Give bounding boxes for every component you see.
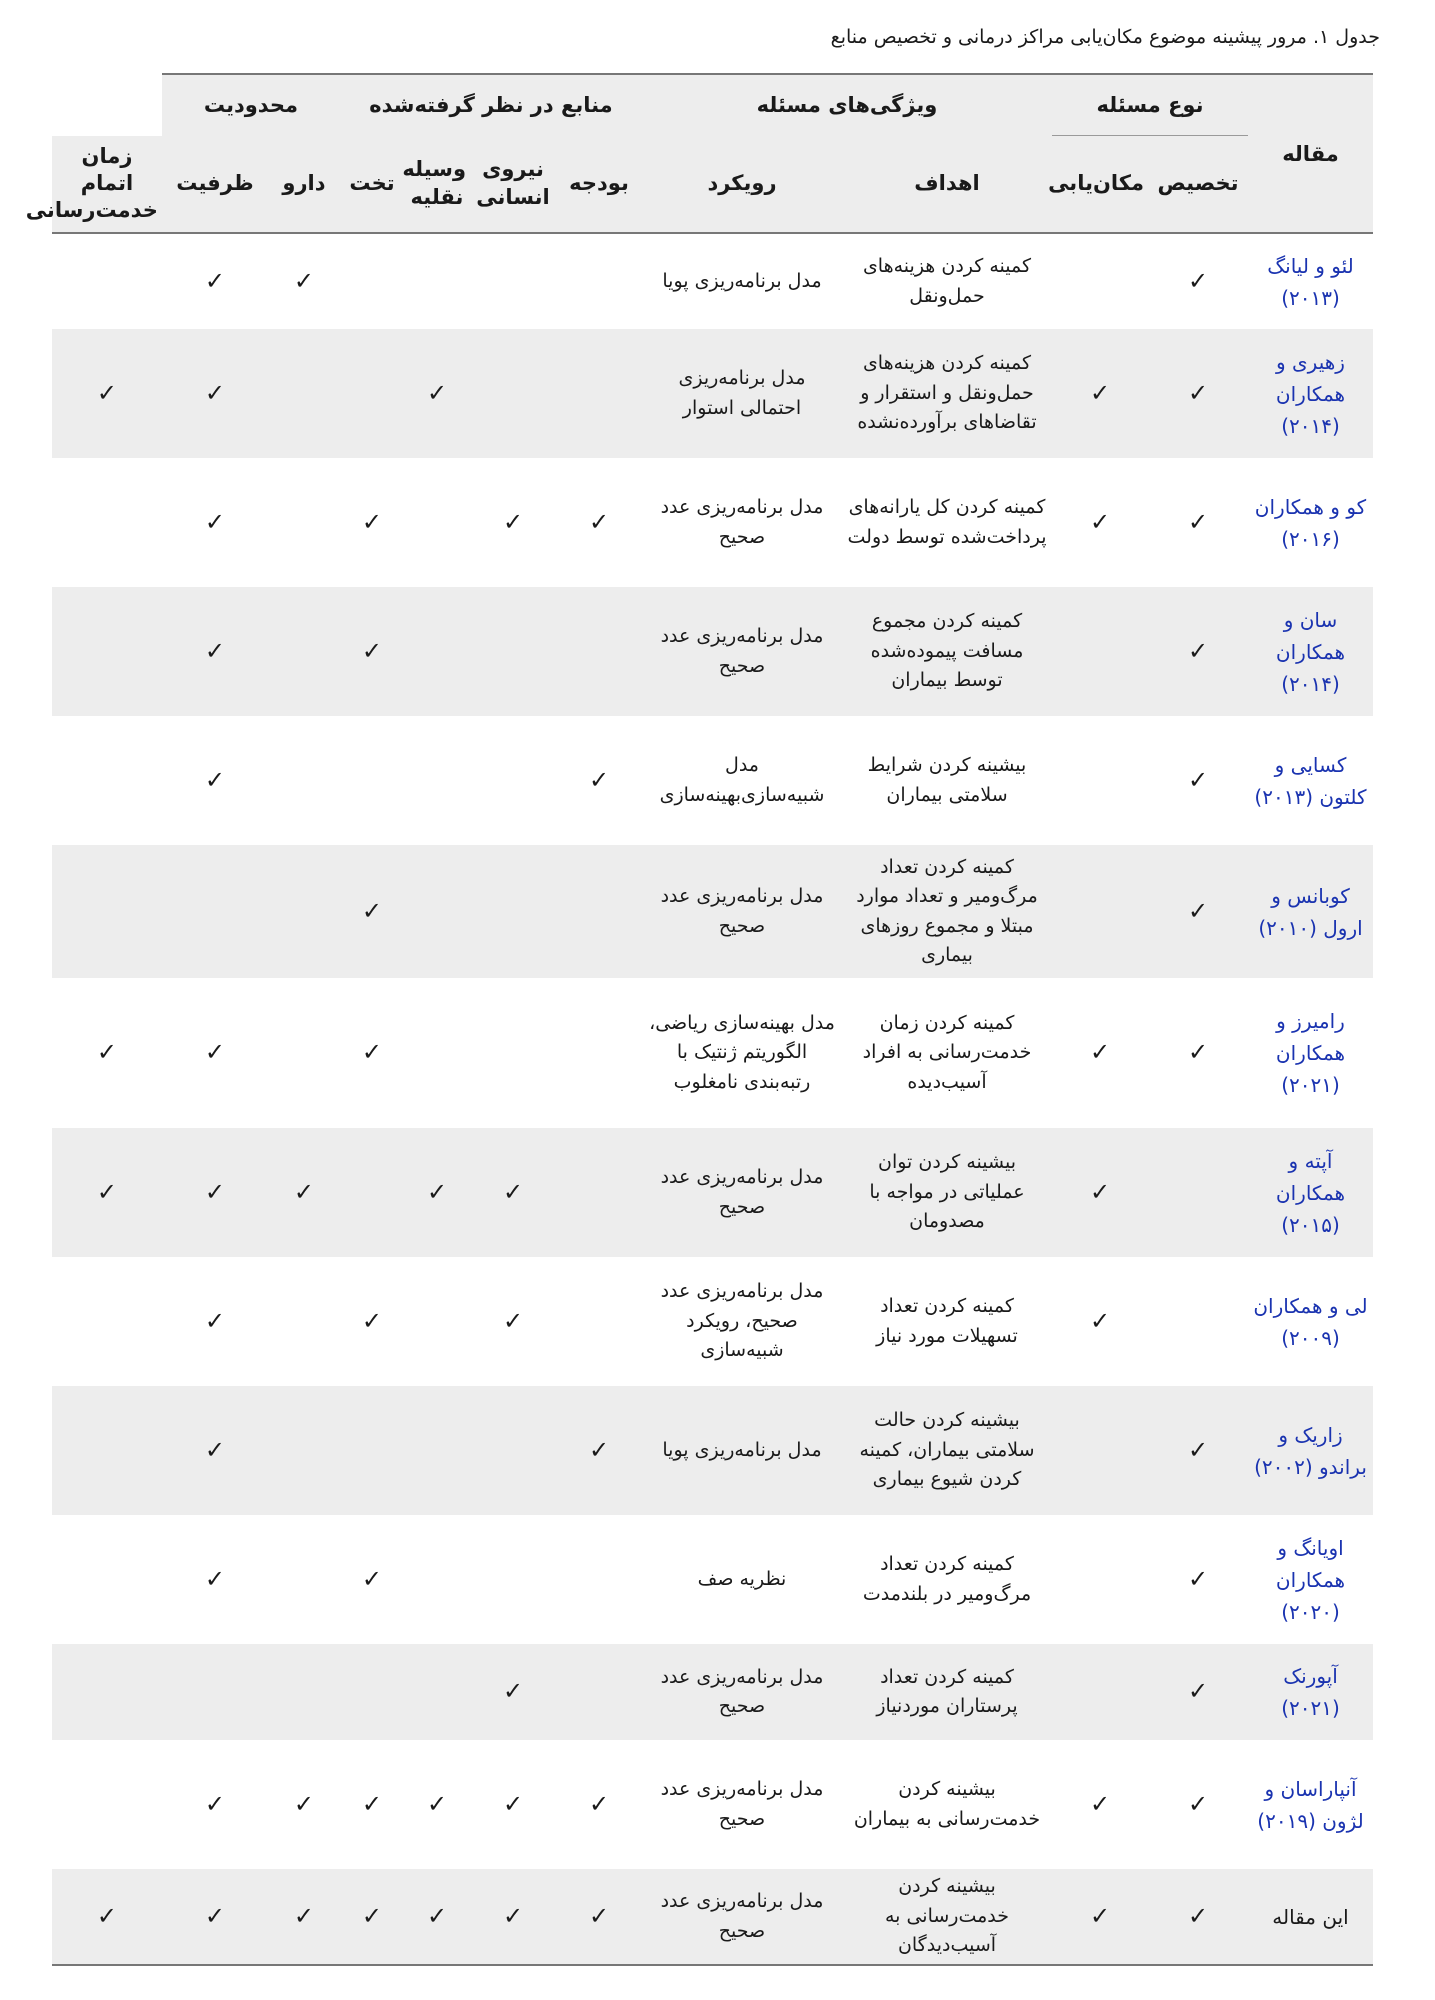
check-icon: ✓ — [204, 1789, 225, 1818]
service-time-cell — [52, 1740, 162, 1869]
service-time-cell — [52, 587, 162, 716]
location-cell — [1052, 1128, 1148, 1257]
article-citation-link[interactable]: زهیری و همکاران (۲۰۱۴) — [1248, 329, 1373, 458]
location-cell — [1052, 1257, 1148, 1386]
table-row — [52, 329, 1373, 458]
vehicle-cell — [404, 1869, 470, 1965]
check-icon: ✓ — [1089, 1177, 1111, 1206]
header-approach: رویکرد — [642, 136, 842, 234]
check-icon: ✓ — [588, 1435, 610, 1464]
article-citation-link[interactable]: اویانگ و همکاران (۲۰۲۰) — [1275, 1535, 1346, 1624]
service-time-cell — [52, 1644, 162, 1740]
capacity-cell — [162, 1740, 268, 1869]
check-icon: ✓ — [204, 1038, 225, 1067]
header-bed: تخت — [340, 136, 404, 234]
budget-cell — [556, 1386, 642, 1515]
check-icon: ✓ — [1187, 1677, 1209, 1706]
check-icon: ✓ — [96, 1038, 118, 1067]
article-citation-link[interactable]: کسایی و کلتون (۲۰۱۳) — [1254, 752, 1367, 809]
check-icon: ✓ — [1187, 1038, 1209, 1067]
drug-cell — [268, 1869, 340, 1965]
table-row — [52, 1740, 1373, 1869]
header-service-time: زمان اتمام خدمت‌رسانی — [52, 136, 162, 234]
check-icon: ✓ — [1187, 765, 1209, 794]
budget-cell — [556, 1515, 642, 1644]
check-icon: ✓ — [1089, 378, 1111, 407]
article-citation-link[interactable]: لی و همکاران (۲۰۰۹) — [1253, 1293, 1368, 1350]
check-icon: ✓ — [1187, 1435, 1209, 1464]
vehicle-cell — [404, 1515, 470, 1644]
approach-cell: مدل برنامه‌ریزی عدد صحیح — [642, 845, 842, 978]
table-row — [52, 233, 1373, 329]
manpower-cell — [470, 1386, 556, 1515]
table-row — [52, 1257, 1373, 1386]
table-row — [52, 458, 1373, 587]
bed-cell — [340, 1740, 404, 1869]
objective-cell: بیشینه کردن خدمت‌رسانی به بیماران — [853, 1778, 1041, 1830]
header-constraints: محدودیت — [162, 74, 340, 136]
header-problem-type: نوع مسئله — [1052, 74, 1248, 136]
allocation-cell — [1148, 329, 1248, 458]
approach-cell: مدل برنامه‌ریزی عدد صحیح — [642, 1644, 842, 1740]
article-citation-link[interactable]: لئو و لیانگ (۲۰۱۳) — [1267, 253, 1354, 310]
capacity-cell — [162, 1257, 268, 1386]
approach-cell: مدل برنامه‌ریزی عدد صحیح، رویکرد شبیه‌سازی — [660, 1280, 824, 1362]
vehicle-cell — [404, 1128, 470, 1257]
bed-cell — [340, 978, 404, 1128]
budget-cell — [556, 1740, 642, 1869]
approach-cell: مدل شبیه‌سازی‌بهینه‌سازی — [659, 754, 825, 806]
drug-cell — [268, 1740, 340, 1869]
objective-cell: کمینه کردن زمان خدمت‌رسانی به افراد آسیب‌دیده — [862, 1011, 1032, 1093]
manpower-cell — [470, 845, 556, 978]
header-resources: منابع در نظر گرفته‌شده — [340, 74, 642, 136]
check-icon: ✓ — [426, 378, 448, 407]
check-icon: ✓ — [204, 636, 225, 665]
header-vehicle: وسیله نقلیه — [404, 136, 470, 234]
budget-cell — [556, 978, 642, 1128]
check-icon: ✓ — [1187, 507, 1209, 536]
header-objectives: اهداف — [842, 136, 1052, 234]
article-citation-link[interactable]: آپته و همکاران (۲۰۱۵) — [1248, 1128, 1373, 1257]
service-time-cell — [52, 978, 162, 1128]
check-icon: ✓ — [293, 1901, 314, 1930]
allocation-cell — [1148, 1644, 1248, 1740]
check-icon: ✓ — [588, 765, 610, 794]
check-icon: ✓ — [502, 1306, 524, 1335]
service-time-cell — [52, 845, 162, 978]
capacity-cell — [162, 587, 268, 716]
article-citation-link[interactable]: زاریک و براندو (۲۰۰۲) — [1248, 1386, 1373, 1515]
article-citation-link[interactable]: آپورنک (۲۰۲۱) — [1248, 1644, 1373, 1740]
service-time-cell — [52, 233, 162, 329]
vehicle-cell — [404, 233, 470, 329]
table-body — [52, 233, 1373, 1965]
drug-cell — [268, 1515, 340, 1644]
objective-cell: کمینه کردن کل یارانه‌های پرداخت‌شده توسط دولت — [847, 496, 1047, 548]
objective-cell: کمینه کردن هزینه‌های حمل‌ونقل — [862, 255, 1032, 307]
vehicle-cell — [404, 1386, 470, 1515]
check-icon: ✓ — [361, 1901, 383, 1930]
allocation-cell — [1148, 458, 1248, 587]
check-icon: ✓ — [1187, 896, 1209, 925]
vehicle-cell — [404, 458, 470, 587]
header-location: مکان‌یابی — [1052, 136, 1148, 234]
capacity-cell — [162, 233, 268, 329]
article-citation-link[interactable]: کو و همکاران (۲۰۱۶) — [1254, 494, 1367, 551]
service-time-cell — [52, 1869, 162, 1965]
check-icon: ✓ — [361, 1038, 383, 1067]
header-article: مقاله — [1248, 74, 1373, 233]
check-icon: ✓ — [502, 1901, 524, 1930]
check-icon: ✓ — [502, 1677, 524, 1706]
literature-review-table — [25, 73, 1373, 1966]
budget-cell — [556, 1644, 642, 1740]
location-cell — [1052, 587, 1148, 716]
article-citation-link[interactable]: رامیرز و همکاران (۲۰۲۱) — [1275, 1009, 1346, 1097]
bed-cell — [340, 1128, 404, 1257]
budget-cell — [556, 1869, 642, 1965]
objective-cell: بیشینه کردن شرایط سلامتی بیماران — [867, 754, 1027, 806]
vehicle-cell — [404, 716, 470, 845]
location-cell — [1052, 978, 1148, 1128]
check-icon: ✓ — [588, 507, 610, 536]
budget-cell — [556, 458, 642, 587]
drug-cell — [268, 845, 340, 978]
allocation-cell — [1148, 233, 1248, 329]
table-row — [52, 716, 1373, 845]
check-icon: ✓ — [361, 636, 383, 665]
budget-cell — [556, 716, 642, 845]
service-time-cell — [52, 1257, 162, 1386]
vehicle-cell — [404, 1257, 470, 1386]
check-icon: ✓ — [96, 1901, 118, 1930]
check-icon: ✓ — [1187, 378, 1209, 407]
capacity-cell — [162, 845, 268, 978]
check-icon: ✓ — [96, 1177, 118, 1206]
bed-cell — [340, 845, 404, 978]
location-cell — [1052, 233, 1148, 329]
article-citation-link[interactable]: سان و همکاران (۲۰۱۴) — [1248, 587, 1373, 716]
table-row — [52, 1386, 1373, 1515]
check-icon: ✓ — [361, 1789, 383, 1818]
vehicle-cell — [404, 587, 470, 716]
check-icon: ✓ — [204, 1435, 225, 1464]
location-cell — [1052, 329, 1148, 458]
vehicle-cell — [404, 978, 470, 1128]
objective-cell: کمینه کردن تعداد پرستاران موردنیاز — [842, 1644, 1052, 1740]
check-icon: ✓ — [204, 507, 225, 536]
capacity-cell — [162, 329, 268, 458]
allocation-cell — [1148, 978, 1248, 1128]
approach-cell: مدل برنامه‌ریزی پویا — [662, 269, 822, 292]
approach-cell: مدل برنامه‌ریزی احتمالی استوار — [642, 329, 842, 458]
allocation-cell — [1148, 1257, 1248, 1386]
allocation-cell — [1148, 1128, 1248, 1257]
location-cell — [1052, 1515, 1148, 1644]
location-cell — [1052, 1644, 1148, 1740]
bed-cell — [340, 1386, 404, 1515]
location-cell — [1052, 1869, 1148, 1965]
allocation-cell — [1148, 1740, 1248, 1869]
capacity-cell — [162, 1644, 268, 1740]
drug-cell — [268, 1257, 340, 1386]
manpower-cell — [470, 329, 556, 458]
approach-cell: مدل برنامه‌ریزی عدد صحیح — [660, 1778, 824, 1830]
check-icon: ✓ — [1089, 1038, 1111, 1067]
header-manpower: نیروی انسانی — [470, 136, 556, 234]
manpower-cell — [470, 1644, 556, 1740]
check-icon: ✓ — [588, 1901, 610, 1930]
check-icon: ✓ — [361, 896, 383, 925]
check-icon: ✓ — [293, 1789, 314, 1818]
budget-cell — [556, 587, 642, 716]
bed-cell — [340, 1644, 404, 1740]
check-icon: ✓ — [361, 1306, 383, 1335]
header-drug: دارو — [268, 136, 340, 234]
approach-cell: مدل برنامه‌ریزی عدد صحیح — [642, 587, 842, 716]
check-icon: ✓ — [588, 1789, 610, 1818]
check-icon: ✓ — [204, 266, 225, 295]
check-icon: ✓ — [1187, 636, 1209, 665]
table-row — [52, 1869, 1373, 1965]
approach-cell: مدل بهینه‌سازی ریاضی، الگوریتم ژنتیک با رتبه‌بندی نامغلوب — [649, 1011, 835, 1093]
check-icon: ✓ — [426, 1177, 448, 1206]
manpower-cell — [470, 1869, 556, 1965]
budget-cell — [556, 1128, 642, 1257]
allocation-cell — [1148, 1386, 1248, 1515]
budget-cell — [556, 845, 642, 978]
vehicle-cell — [404, 845, 470, 978]
check-icon: ✓ — [1089, 1306, 1111, 1335]
location-cell — [1052, 845, 1148, 978]
manpower-cell — [470, 1740, 556, 1869]
objective-cell: کمینه کردن هزینه‌های حمل‌ونقل و استقرار و تقاضاهای برآورده‌نشده — [842, 329, 1052, 458]
header-allocation: تخصیص — [1148, 136, 1248, 234]
check-icon: ✓ — [1187, 1789, 1209, 1818]
check-icon: ✓ — [361, 507, 383, 536]
check-icon: ✓ — [361, 1564, 383, 1593]
budget-cell — [556, 233, 642, 329]
location-cell — [1052, 716, 1148, 845]
budget-cell — [556, 329, 642, 458]
vehicle-cell — [404, 1740, 470, 1869]
check-icon: ✓ — [293, 266, 314, 295]
approach-cell: مدل برنامه‌ریزی عدد صحیح — [642, 1128, 842, 1257]
approach-cell: مدل برنامه‌ریزی پویا — [642, 1386, 842, 1515]
header-problem-features: ویژگی‌های مسئله — [642, 74, 1052, 136]
manpower-cell — [470, 233, 556, 329]
capacity-cell — [162, 978, 268, 1128]
allocation-cell — [1148, 716, 1248, 845]
capacity-cell — [162, 1386, 268, 1515]
table-caption: جدول ۱. مرور پیشینه موضوع مکان‌یابی مراکز درمانی و تخصیص منابع — [830, 26, 1380, 48]
capacity-cell — [162, 1515, 268, 1644]
bed-cell — [340, 233, 404, 329]
drug-cell — [268, 233, 340, 329]
check-icon: ✓ — [1089, 1901, 1111, 1930]
check-icon: ✓ — [1187, 1901, 1209, 1930]
manpower-cell — [470, 1515, 556, 1644]
objective-cell: کمینه کردن تعداد مرگ‌ومیر و تعداد موارد مبتلا و مجموع روزهای بیماری — [842, 845, 1052, 978]
service-time-cell — [52, 329, 162, 458]
check-icon: ✓ — [204, 765, 225, 794]
check-icon: ✓ — [502, 507, 524, 536]
manpower-cell — [470, 458, 556, 587]
allocation-cell — [1148, 845, 1248, 978]
allocation-cell — [1148, 1515, 1248, 1644]
check-icon: ✓ — [204, 1564, 225, 1593]
check-icon: ✓ — [1187, 1564, 1209, 1593]
objective-cell: کمینه کردن تعداد مرگ‌ومیر در بلندمدت — [862, 1553, 1032, 1605]
bed-cell — [340, 716, 404, 845]
table-row — [52, 978, 1373, 1128]
service-time-cell — [52, 1386, 162, 1515]
check-icon: ✓ — [204, 378, 225, 407]
approach-cell: مدل برنامه‌ریزی عدد صحیح — [642, 1869, 842, 1965]
capacity-cell — [162, 458, 268, 587]
check-icon: ✓ — [293, 1177, 314, 1206]
allocation-cell — [1148, 587, 1248, 716]
drug-cell — [268, 587, 340, 716]
capacity-cell — [162, 1869, 268, 1965]
manpower-cell — [470, 978, 556, 1128]
bed-cell — [340, 1257, 404, 1386]
objective-cell: بیشینه کردن توان عملیاتی در مواجه با مصدومان — [842, 1128, 1052, 1257]
location-cell — [1052, 1386, 1148, 1515]
objective-cell: کمینه کردن تعداد تسهیلات مورد نیاز — [876, 1295, 1018, 1347]
manpower-cell — [470, 1257, 556, 1386]
table-row — [52, 1644, 1373, 1740]
bed-cell — [340, 1515, 404, 1644]
drug-cell — [268, 716, 340, 845]
manpower-cell — [470, 716, 556, 845]
approach-cell: نظریه صف — [697, 1567, 787, 1590]
objective-cell: بیشینه کردن خدمت‌رسانی به آسیب‌دیدگان — [842, 1869, 1052, 1965]
check-icon: ✓ — [426, 1789, 448, 1818]
table-row — [52, 1128, 1373, 1257]
drug-cell — [268, 978, 340, 1128]
manpower-cell — [470, 587, 556, 716]
vehicle-cell — [404, 329, 470, 458]
bed-cell — [340, 458, 404, 587]
check-icon: ✓ — [1187, 266, 1209, 295]
drug-cell — [268, 329, 340, 458]
service-time-cell — [52, 716, 162, 845]
service-time-cell — [52, 1128, 162, 1257]
header-budget: بودجه — [556, 136, 642, 234]
check-icon: ✓ — [204, 1177, 225, 1206]
check-icon: ✓ — [1089, 507, 1111, 536]
drug-cell — [268, 1644, 340, 1740]
approach-cell: مدل برنامه‌ریزی عدد صحیح — [660, 496, 824, 548]
budget-cell — [556, 1257, 642, 1386]
check-icon: ✓ — [204, 1901, 225, 1930]
service-time-cell — [52, 458, 162, 587]
drug-cell — [268, 458, 340, 587]
bed-cell — [340, 329, 404, 458]
location-cell — [1052, 1740, 1148, 1869]
check-icon: ✓ — [204, 1306, 225, 1335]
objective-cell: بیشینه کردن حالت سلامتی بیماران، کمینه کردن شیوع بیماری — [842, 1386, 1052, 1515]
article-citation-link[interactable]: آنپاراسان و لژون (۲۰۱۹) — [1257, 1776, 1364, 1833]
check-icon: ✓ — [502, 1177, 524, 1206]
capacity-cell — [162, 716, 268, 845]
table-row — [52, 845, 1373, 978]
bed-cell — [340, 587, 404, 716]
check-icon: ✓ — [502, 1789, 524, 1818]
location-cell — [1052, 458, 1148, 587]
table-row — [52, 587, 1373, 716]
capacity-cell — [162, 1128, 268, 1257]
objective-cell: کمینه کردن مجموع مسافت پیموده‌شده توسط بیماران — [842, 587, 1052, 716]
drug-cell — [268, 1386, 340, 1515]
service-time-cell — [52, 1515, 162, 1644]
manpower-cell — [470, 1128, 556, 1257]
drug-cell — [268, 1128, 340, 1257]
allocation-cell — [1148, 1869, 1248, 1965]
vehicle-cell — [404, 1644, 470, 1740]
bed-cell — [340, 1869, 404, 1965]
check-icon: ✓ — [1089, 1789, 1111, 1818]
check-icon: ✓ — [96, 378, 118, 407]
table-row — [52, 1515, 1373, 1644]
header-capacity: ظرفیت — [162, 136, 268, 234]
check-icon: ✓ — [426, 1901, 448, 1930]
article-name: این مقاله — [1248, 1869, 1373, 1965]
article-citation-link[interactable]: کوبانس و ارول (۲۰۱۰) — [1248, 845, 1373, 978]
